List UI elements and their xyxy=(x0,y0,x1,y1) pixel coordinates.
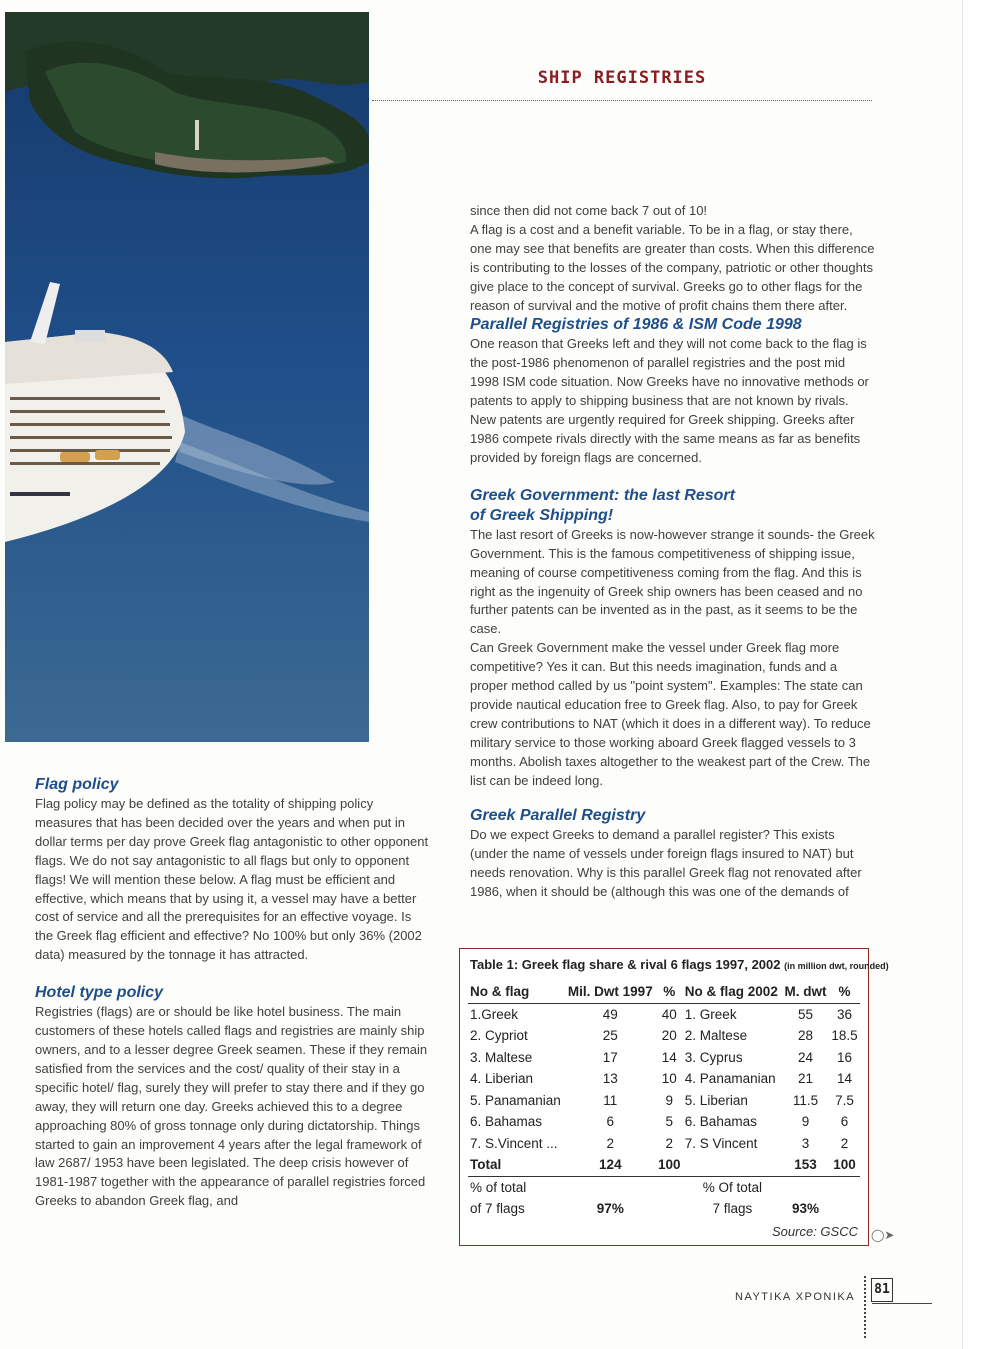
table-cell: 16 xyxy=(836,1049,853,1065)
table-cell: 6. Bahamas xyxy=(470,1114,543,1130)
table-cell: 11.5 xyxy=(792,1092,819,1108)
table-cell: 17 xyxy=(602,1049,618,1065)
table-cell: 1. Greek xyxy=(684,1006,737,1022)
table-row xyxy=(468,1025,860,1047)
table-cell: 2 xyxy=(606,1135,615,1151)
parallel-registries-heading: Parallel Registries of 1986 & ISM Code 1998 xyxy=(470,316,802,334)
table-cell: 9 xyxy=(801,1114,810,1130)
table-cell: 2. Cypriot xyxy=(470,1028,528,1044)
table-row xyxy=(468,1068,860,1090)
paragraph: Can Greek Government make the vessel under Greek flag more competitive? Yes it can. But this needs imagination, funds and a proper method called by us "point system". Examples: The state can provide nautical education free to Greek flag. Also, to pay for Greek crew contributions to NAT (which it does in a different way). To reduce military service to those working aboard Greek flagged vessels to 3 months. Abolish taxes altogether to the weakest part of the Crew. The list can be indeed long. xyxy=(470,640,871,788)
table-cell: 9 xyxy=(665,1092,673,1108)
table-cell: 100 xyxy=(829,1154,860,1176)
table-cell: 40 xyxy=(661,1006,677,1022)
table-cell: 7. S Vincent xyxy=(684,1135,758,1151)
table-cell: 49 xyxy=(602,1006,618,1022)
table-cell: 4. Panamanian xyxy=(684,1071,776,1087)
table-cell: 6 xyxy=(840,1114,849,1130)
column-header: No & flag 2002 xyxy=(683,981,782,1003)
table-cell: 5. Liberian xyxy=(684,1092,748,1108)
table-cell: 13 xyxy=(602,1071,618,1087)
table-cell: Total xyxy=(468,1154,565,1176)
footer-divider xyxy=(864,1276,866,1338)
section-title: SHIP REGISTRIES xyxy=(537,68,707,88)
flag-share-table xyxy=(459,948,889,1246)
column-header: Mil. Dwt 1997 xyxy=(565,981,656,1003)
table-cell: 2. Maltese xyxy=(684,1028,748,1044)
table-cell: 14 xyxy=(836,1071,853,1087)
right-column xyxy=(470,202,875,902)
table-cell: 7 flags xyxy=(712,1201,753,1217)
paragraph: The last resort of Greeks is now-however strange it sounds- the Greek Government. This is the famous competitiveness of shipping issue, meaning of course competitiveness coming from the flag. And this is right as the ingenuity of Greek ship owners has been ceased and no further patents can be invented as in the past, as it seems to be the case. xyxy=(470,526,875,637)
data-table xyxy=(468,981,860,1220)
paragraph: Flag policy may be defined as the totality of shipping policy measures that has been decided over the years and when put in dollar terms per day prove Greek flag antagonistic to other opponent flags. We do not say antagonistic to all flags but only to opponent flags! We will mention these below. A flag must be efficient and effective, which means that by using it, a vessel may have a better cost of service and all the prerequisites for an effective voyage. Is the Greek flag efficient and effective? No 100% but only 36% (2002 data) measured by the tonnage it has attracted. xyxy=(35,796,429,963)
table-cell xyxy=(829,1198,860,1220)
paragraph: A flag is a cost and a benefit variable. To be in a flag, or stay there, one may see that benefits are greater than costs. When this difference is contributing to the losses of the company, patriotic or other thoughts give place to the concept of survival. Greeks go to other flags for the reason of survival and the motive of profit chains them there after. xyxy=(470,221,875,313)
table-cell: 2 xyxy=(840,1135,849,1151)
table-cell xyxy=(782,1176,829,1198)
table-cell: 25 xyxy=(602,1028,618,1044)
table-cell: 124 xyxy=(565,1154,656,1176)
table-cell: 2 xyxy=(665,1135,673,1151)
table-source: Source: GSCC xyxy=(772,1224,858,1239)
table-row xyxy=(468,1111,860,1133)
table-row xyxy=(468,1047,860,1069)
publication-name: ΝΑΥΤΙΚΑ ΧΡΟΝΙΚΑ xyxy=(735,1291,856,1303)
table-title-note: (in million dwt, rounded) xyxy=(784,961,889,971)
government-heading: Greek Government: the last Resort xyxy=(470,486,735,504)
column-header: % xyxy=(829,981,860,1003)
column-header: No & flag xyxy=(468,981,565,1003)
paragraph: Registries (flags) are or should be like hotel business. The main customers of these hotels called flags and registries are mainly ship owners, and to a lesser degree Greek seamen. These if they remain satisfied from the services and the cost/ quality of their stay in a specific hotel/ flag, surely they will prefer to stay there and if they go away, they will return one day. Greeks achieved this to a degree approaching 80% of gross tonnage only during dictatorship. Things started to gain an improvement 4 years after the legal framework of law 2687/ 1953 have been legislated. The deep crisis however of 1981-1987 together with the appearance of parallel registries forced Greeks to abandon Greek flag, and xyxy=(35,1004,428,1209)
table-cell: 14 xyxy=(661,1049,677,1065)
table-row xyxy=(468,1003,860,1025)
column-header: % xyxy=(656,981,683,1003)
table-cell xyxy=(565,1176,656,1198)
table-title xyxy=(470,957,889,972)
table-cell: 10 xyxy=(661,1071,677,1087)
table-cell: 11 xyxy=(603,1092,618,1108)
table-cell: 55 xyxy=(797,1006,813,1022)
government-heading-cont: of Greek Shipping! xyxy=(470,506,614,524)
table-cell: 1.Greek xyxy=(470,1006,519,1022)
hotel-policy-heading: Hotel type policy xyxy=(35,984,164,1002)
table-cell: 5 xyxy=(665,1114,673,1130)
table-row xyxy=(468,1133,860,1155)
table-cell: 153 xyxy=(782,1154,829,1176)
table-row xyxy=(468,1198,860,1220)
table-row xyxy=(468,1176,860,1198)
table-cell xyxy=(656,1198,683,1220)
table-cell: 6. Bahamas xyxy=(684,1114,757,1130)
table-cell xyxy=(829,1176,860,1198)
table-cell: 3. Cyprus xyxy=(684,1049,743,1065)
flag-policy-heading: Flag policy xyxy=(35,776,119,793)
table-row xyxy=(468,1090,860,1112)
table-cell: 4. Liberian xyxy=(470,1071,534,1087)
table-cell: 100 xyxy=(656,1154,683,1176)
paragraph: One reason that Greeks left and they will not come back to the flag is the post-1986 phenomenon of parallel registries and the post mid 1998 ISM code situation. Now Greeks have no innovative methods or patents to apply to shipping business that are not known by rivals. New patents are urgently required for Greek shipping. Greeks after 1986 compete rivals directly with the same means as far as benefits provided by foreign flags are concerned. xyxy=(470,336,869,465)
section-header xyxy=(372,68,872,101)
continue-arrow-icon: ◯➤ xyxy=(871,1228,895,1242)
table-cell: 3 xyxy=(801,1135,810,1151)
table-cell: 97% xyxy=(596,1201,624,1217)
table-cell: 20 xyxy=(661,1028,677,1044)
table-cell: 7.5 xyxy=(835,1092,854,1108)
table-cell: 21 xyxy=(797,1071,813,1087)
page-edge xyxy=(962,0,1000,1349)
table-cell: of 7 flags xyxy=(470,1201,525,1217)
left-column xyxy=(35,775,430,1211)
paragraph: Do we expect Greeks to demand a parallel register? This exists (under the name of vessels under foreign flags insured to NAT) but needs renovation. Why is this parallel Greek flag not renovated after 1986, when it should be (although this was one of the demands of xyxy=(470,827,862,900)
table-row xyxy=(468,1154,860,1176)
paragraph: since then did not come back 7 out of 10! xyxy=(470,203,708,218)
table-cell: 7. S.Vincent ... xyxy=(470,1135,558,1151)
cruise-ship-photo xyxy=(5,12,369,742)
table-cell: 5. Panamanian xyxy=(470,1092,561,1108)
table-cell xyxy=(656,1176,683,1198)
table-cell: 36 xyxy=(836,1006,853,1022)
table-cell: 18.5 xyxy=(831,1028,858,1044)
footer-rule xyxy=(872,1303,932,1304)
table-cell: % Of total xyxy=(702,1179,763,1195)
table-cell: 24 xyxy=(797,1049,813,1065)
table-cell: 93% xyxy=(791,1201,819,1217)
table-cell: 6 xyxy=(606,1114,615,1130)
table-cell: 28 xyxy=(797,1028,813,1044)
table-title-text: Table 1: Greek flag share & rival 6 flags 1997, 2002 xyxy=(470,957,781,972)
page-number: 81 xyxy=(871,1278,893,1302)
table-cell: % of total xyxy=(470,1179,527,1195)
column-header: M. dwt xyxy=(782,981,829,1003)
table-cell xyxy=(683,1154,782,1176)
parallel-registry-heading: Greek Parallel Registry xyxy=(470,807,646,825)
table-cell: 3. Maltese xyxy=(470,1049,533,1065)
